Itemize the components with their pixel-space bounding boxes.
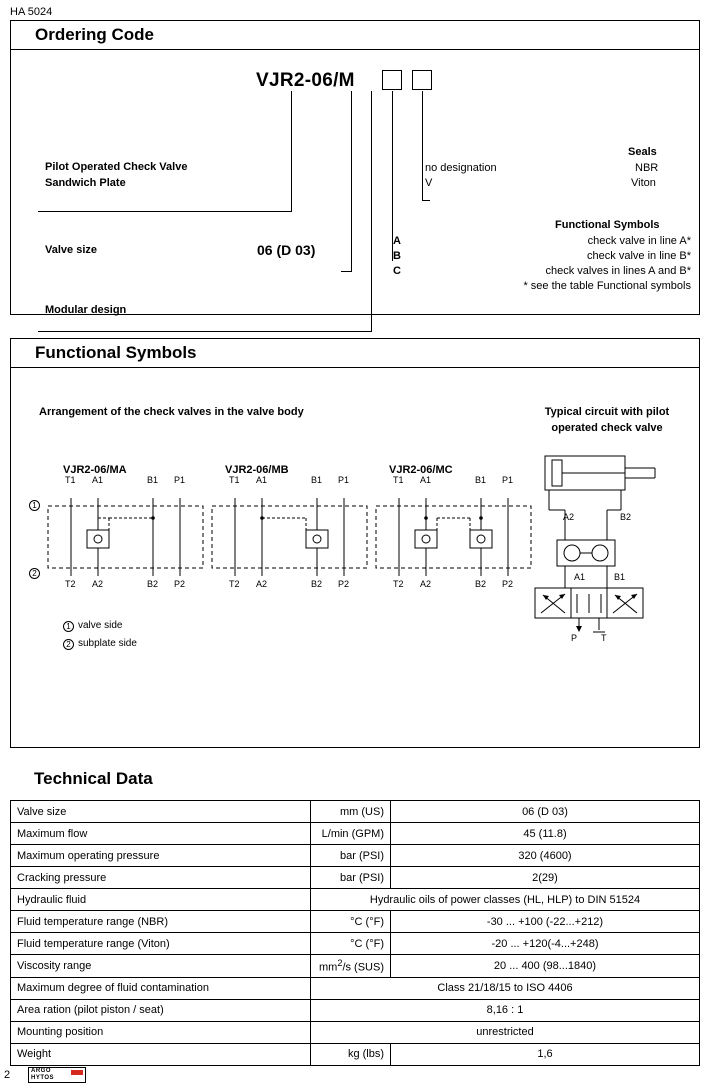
tech-row-value: 2(29) [391,867,700,889]
tech-row-value: 45 (11.8) [391,823,700,845]
table-row [11,823,700,845]
leader-line-product-h [38,211,292,212]
circuit-port-t: T [601,633,607,643]
table-row [11,845,700,867]
circuit-caption-line2: operated check valve [551,422,663,434]
tech-row-name: Hydraulic fluid [11,889,311,911]
seals-title: Seals [628,146,657,158]
functional-symbols-body [11,368,699,776]
tech-row-unit: bar (PSI) [311,867,391,889]
mc-port-p2: P2 [502,579,514,589]
marker-subplate-side: 2 [29,568,40,579]
leader-line-seals [422,91,423,201]
tech-row-value: Hydraulic oils of power classes (HL, HLP) to DIN 51524 [311,889,700,911]
tech-row-name: Valve size [11,801,311,823]
table-row [11,999,700,1021]
mb-port-b1: B1 [311,475,323,485]
seals-no-designation: no designation [425,162,497,174]
product-name-line2: Sandwich Plate [45,177,126,189]
ma-port-b1: B1 [147,475,159,485]
tech-row-name: Weight [11,1043,311,1065]
mc-port-p1: P1 [502,475,514,485]
seals-viton: Viton [631,177,656,189]
functional-note: * see the table Functional symbols [523,280,691,292]
argo-hytos-logo [28,1067,86,1083]
table-row [11,955,700,978]
tech-row-value: 20 ... 400 (98...1840) [391,955,700,978]
ma-port-b2: B2 [147,579,159,589]
functional-desc-a: check valve in line A* [587,235,691,247]
circuit-port-a2: A2 [563,512,575,522]
mc-port-a1: A1 [420,475,432,485]
mc-port-t1: T1 [393,475,404,485]
legend-text-2: subplate side [78,638,137,649]
table-row [11,1043,700,1065]
legend-marker-2: 2 [63,639,74,650]
code-box-seals [382,70,402,90]
ma-port-t2: T2 [65,579,76,589]
table-row [11,977,700,999]
leader-line-seals-h [422,200,430,201]
functional-code-a: A [393,235,401,247]
ma-port-p1: P1 [174,475,186,485]
mc-port-t2: T2 [393,579,404,589]
tech-row-name: Area ration (pilot piston / seat) [11,999,311,1021]
tech-row-name: Maximum degree of fluid contamination [11,977,311,999]
technical-data-section [10,765,700,800]
document-code: HA 5024 [10,6,53,18]
mb-port-a1: A1 [256,475,268,485]
tech-row-unit: °C (°F) [311,911,391,933]
tech-row-name: Viscosity range [11,955,311,978]
tech-row-unit: mm (US) [311,801,391,823]
arrangement-caption: Arrangement of the check valves in the valve body [39,406,304,418]
tech-row-value: -20 ... +120(-4...+248) [391,933,700,955]
tech-row-unit: kg (lbs) [311,1043,391,1065]
page-number: 2 [4,1069,11,1081]
leader-line-valvesize-h [341,271,352,272]
table-row [11,933,700,955]
legend-text-1: valve side [78,620,123,631]
tech-row-value: -30 ... +100 (-22...+212) [391,911,700,933]
marker-valve-side: 1 [29,500,40,511]
tech-row-unit: °C (°F) [311,933,391,955]
legend-subplate-side [63,638,137,650]
tech-row-unit: bar (PSI) [311,845,391,867]
typical-circuit-diagram [527,448,687,648]
legend-valve-side [63,620,122,632]
tech-row-name: Mounting position [11,1021,311,1043]
mb-port-a2: A2 [256,579,268,589]
mb-port-t1: T1 [229,475,240,485]
ordering-code-string: VJR2-06/M [256,70,355,91]
ordering-code-section [10,20,700,315]
tech-row-value: 1,6 [391,1043,700,1065]
code-box-functional [412,70,432,90]
leader-line-modular-h [38,331,372,332]
ma-port-a2: A2 [92,579,104,589]
leader-line-product [291,91,292,211]
seals-nbr: NBR [635,162,659,174]
modular-design-label: Modular design [45,304,127,316]
mb-port-p2: P2 [338,579,350,589]
functional-desc-b: check valve in line B* [587,250,691,262]
functional-symbols-title: Functional Symbols [555,219,660,231]
leader-line-valvesize [351,91,352,271]
leader-line-modular [371,91,372,331]
mb-port-p1: P1 [338,475,350,485]
legend-marker-1: 1 [63,621,74,632]
circuit-port-b2: B2 [620,512,632,522]
mc-port-b1: B1 [475,475,487,485]
valve-size-value: 06 (D 03) [257,242,316,258]
product-name-line1: Pilot Operated Check Valve [45,161,188,173]
circuit-port-p: P [571,633,578,643]
ma-port-a1: A1 [92,475,104,485]
logo-line-2: HYTOS [31,1075,55,1081]
tech-row-unit: L/min (GPM) [311,823,391,845]
table-row [11,801,700,823]
tech-row-name: Maximum operating pressure [11,845,311,867]
tech-row-name: Maximum flow [11,823,311,845]
table-row [11,889,700,911]
ma-port-t1: T1 [65,475,76,485]
ma-port-p2: P2 [174,579,186,589]
variant-name-ma: VJR2-06/MA [63,464,127,476]
tech-row-value: 8,16 : 1 [311,999,700,1021]
mb-port-t2: T2 [229,579,240,589]
tech-row-unit: $mm^2/s$ (SUS) [311,955,391,978]
functional-symbols-section [10,338,700,748]
technical-data-table [10,800,700,1066]
ordering-code-title: Ordering Code [11,21,699,50]
tech-row-name: Fluid temperature range (Viton) [11,933,311,955]
logo-line-1: ARGO [31,1068,51,1074]
table-row [11,911,700,933]
variant-name-mb: VJR2-06/MB [225,464,289,476]
circuit-port-a1: A1 [574,572,586,582]
mb-port-b2: B2 [311,579,323,589]
technical-data-title: Technical Data [34,769,153,788]
ordering-code-body [11,50,699,343]
table-row [11,1021,700,1043]
tech-row-name: Fluid temperature range (NBR) [11,911,311,933]
seals-v-code: V [425,177,433,189]
mc-port-a2: A2 [420,579,432,589]
functional-desc-c: check valves in lines A and B* [545,265,691,277]
circuit-port-b1: B1 [614,572,626,582]
tech-row-value: 320 (4600) [391,845,700,867]
tech-row-name: Cracking pressure [11,867,311,889]
logo-accent [71,1070,83,1075]
tech-row-value: 06 (D 03) [391,801,700,823]
table-row [11,867,700,889]
tech-row-value: unrestricted [311,1021,700,1043]
valve-size-label: Valve size [45,244,97,256]
functional-symbols-section-title: Functional Symbols [11,339,699,368]
tech-row-value: Class 21/18/15 to ISO 4406 [311,977,700,999]
variant-name-mc: VJR2-06/MC [389,464,453,476]
functional-code-b: B [393,250,401,262]
functional-code-c: C [393,265,401,277]
circuit-caption-line1: Typical circuit with pilot [544,406,670,418]
mc-port-b2: B2 [475,579,487,589]
